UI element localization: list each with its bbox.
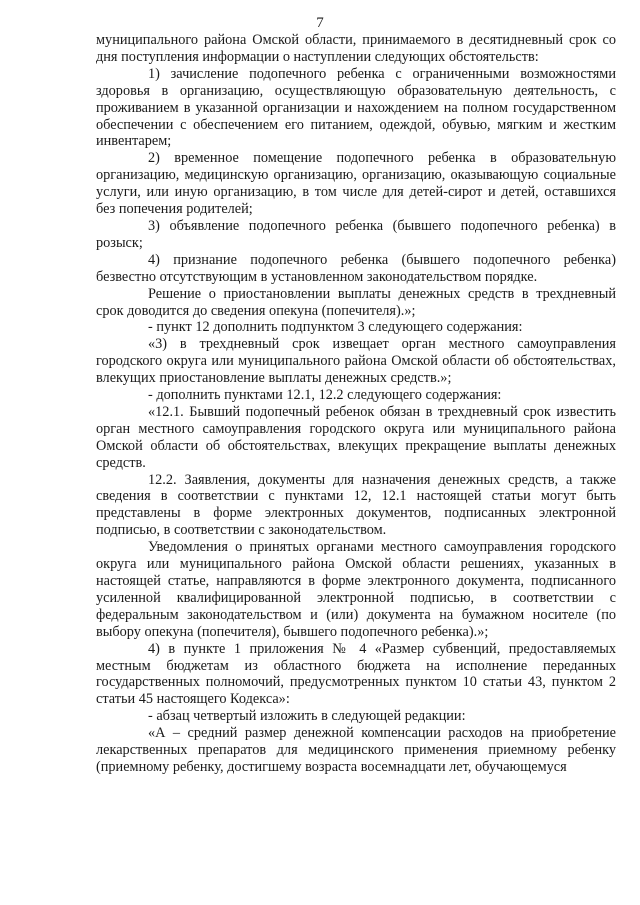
paragraph: - пункт 12 дополнить подпунктом 3 следующего содержания: bbox=[148, 319, 523, 336]
page-number: 7 bbox=[316, 15, 324, 31]
paragraph: муниципального района Омской области, принимаемого в десятидневный срок со дня поступления информации о наступлении следующих обстоятельств: bbox=[96, 32, 616, 65]
paragraph: 4) признание подопечного ребенка (бывшего подопечного ребенка) безвестно отсутствующим в установленном законодательством порядке. bbox=[96, 251, 616, 285]
paragraph: - дополнить пунктами 12.1, 12.2 следующего содержания: bbox=[148, 387, 502, 404]
paragraph: 4) в пункте 1 приложения № 4 «Размер субвенций, предоставляемых местным бюджетам из областного бюджета на исполнение переданных государственных полномочий, предусмотренных пунктом 10 статьи 43, пунктом 2 статьи 45 настоящего Кодекса»: bbox=[96, 640, 616, 708]
paragraph: 3) объявление подопечного ребенка (бывшего подопечного ребенка) в розыск; bbox=[96, 217, 616, 251]
paragraph: 12.2. Заявления, документы для назначения денежных средств, а также сведения в соответствии с пунктами 12, 12.1 настоящей статьи могут быть представлены в форме электронных документов, подписанных электронной подписью, в соответствии с законодательством. bbox=[96, 471, 616, 539]
paragraph: - абзац четвертый изложить в следующей редакции: bbox=[148, 708, 466, 725]
paragraph: Уведомления о принятых органами местного самоуправления городского округа или муниципального района Омской области решениях, указанных в настоящей статье, направляются в форме электронного документа, подписанного усиленной квалифицированной электронной подписью, в соответствии с федеральным законодательством и (или) документа на бумажном носителе (по выбору опекуна (попечителя), бывшего подопечного ребенка).»; bbox=[96, 539, 616, 640]
paragraph: Решение о приостановлении выплаты денежных средств в трехдневный срок доводится до сведения опекуна (попечителя).»; bbox=[96, 285, 616, 319]
paragraph: 2) временное помещение подопечного ребенка в образовательную организацию, медицинскую организацию, организацию, оказывающую социальные услуги, или иную организацию, в том числе для детей-сирот и детей, оставшихся без попечения родителей; bbox=[96, 150, 616, 218]
paragraph: «А – средний размер денежной компенсации расходов на приобретение лекарственных препаратов для медицинского применения приемному ребенку (приемному ребенку, достигшему возраста восемнадцати лет, обучающемуся bbox=[96, 725, 616, 775]
document-body bbox=[96, 32, 616, 776]
paragraph: 1) зачисление подопечного ребенка с ограниченными возможностями здоровья в организацию, осуществляющую образовательную деятельность, с проживанием в указанной организации и нахождением на полном государственном обеспечении с обеспечением его питанием, одеждой, обувью, мягким и жестким инвентарем; bbox=[96, 65, 616, 150]
paragraph: «3) в трехдневный срок извещает орган местного самоуправления городского округа или муниципального района Омской области об обстоятельствах, влекущих приостановление выплаты денежных средств.»; bbox=[96, 336, 616, 387]
paragraph: «12.1. Бывший подопечный ребенок обязан в трехдневный срок известить орган местного самоуправления городского округа или муниципального района Омской области об обстоятельствах, влекущих прекращение выплаты денежных средств. bbox=[96, 403, 616, 471]
